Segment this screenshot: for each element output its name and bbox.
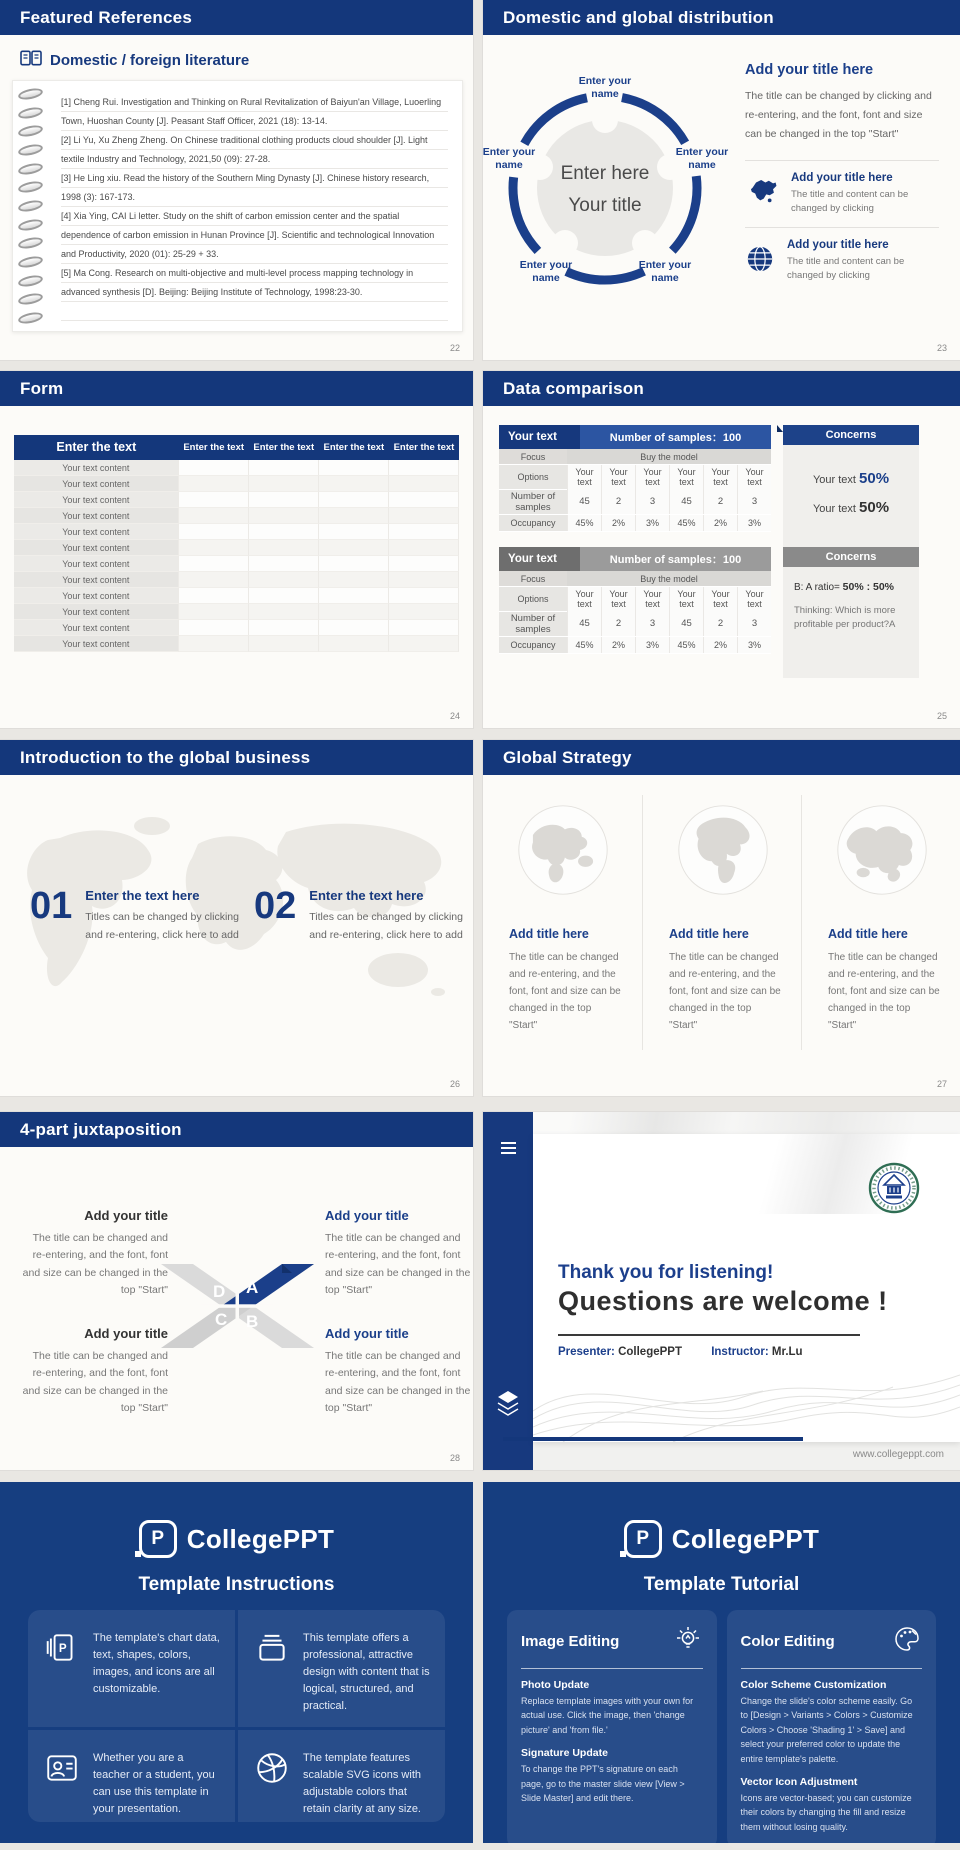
table-cell xyxy=(249,540,319,556)
reference-entry: [4] Xia Ying, CAI Li letter. Study on the shift of carbon emission center and the spatial dependence of carbon emission in Hunan Province [J]. Scientific and technological Innovation and Productivity, 2020 (01): 25-29 + 33. xyxy=(61,211,435,259)
table-cell: Your text content xyxy=(14,524,179,540)
table-cell xyxy=(389,572,459,588)
table-cell xyxy=(249,476,319,492)
ribbon-x-graphic xyxy=(155,1260,320,1352)
table-cell: 45% xyxy=(567,515,601,531)
row-label: Number of samples xyxy=(499,490,567,514)
brand-logo xyxy=(0,1482,473,1558)
item-body: The title and content can be changed by clicking xyxy=(787,256,905,282)
page-number: 27 xyxy=(936,1079,947,1089)
tutorial-card xyxy=(507,1610,717,1848)
table-cell: 2% xyxy=(703,515,737,531)
slide-global-strategy[interactable] xyxy=(483,740,960,1096)
brand-p-icon: P xyxy=(624,1520,662,1558)
table-cell xyxy=(179,540,249,556)
instruction-card xyxy=(28,1610,235,1727)
slide-title: 4-part juxtaposition xyxy=(20,1119,182,1139)
table-cell xyxy=(179,508,249,524)
table-cell: Your text content xyxy=(14,492,179,508)
table-cell: 45% xyxy=(669,515,703,531)
table-cell xyxy=(389,524,459,540)
slide-title-bar xyxy=(483,371,960,406)
concern-percent: 50% xyxy=(859,498,890,516)
content-card xyxy=(533,1134,960,1442)
row-value: Buy the model xyxy=(567,449,771,464)
slide-title-bar xyxy=(0,1112,473,1147)
item-number: 01 xyxy=(30,885,73,927)
slide-title: Domestic and global distribution xyxy=(503,7,774,27)
page-number: 28 xyxy=(449,1453,460,1463)
table-cell: 45% xyxy=(567,637,601,653)
table-cell xyxy=(179,620,249,636)
concerns-tab: Concerns xyxy=(783,425,919,445)
table-cell xyxy=(319,524,389,540)
page-number: 22 xyxy=(449,343,460,353)
table-cell xyxy=(319,636,389,652)
card-text: This template offers a professional, attractive design with content that is logical, structured, and practical. xyxy=(303,1632,430,1713)
concerns-panel xyxy=(783,425,919,550)
table-cell xyxy=(319,508,389,524)
letter-label: D xyxy=(213,1282,226,1301)
concerns-body xyxy=(783,445,919,550)
concerns-panel xyxy=(783,547,919,678)
table-cell xyxy=(319,588,389,604)
column-body: The title can be changed and re-entering, and the font, font and size can be changed in the top "Start" xyxy=(509,952,621,1031)
slide-data-comparison[interactable] xyxy=(483,371,960,728)
book-icon xyxy=(20,50,42,70)
tutorial-item-body: Replace template images with your own for actual use. Click the image, then 'change picture' and 'from file.' xyxy=(521,1696,694,1735)
tutorial-item-title: Signature Update xyxy=(521,1747,608,1760)
table-header-row xyxy=(14,435,459,460)
table-body xyxy=(14,460,459,652)
china-map-icon xyxy=(745,176,779,211)
table-cell xyxy=(389,588,459,604)
panel-title: Template Instructions xyxy=(138,1574,335,1595)
item-number: 02 xyxy=(254,885,297,927)
instruction-card xyxy=(238,1730,445,1822)
block-title: Add your title xyxy=(84,1326,168,1341)
slide-title-bar xyxy=(483,0,960,35)
table-cell xyxy=(319,476,389,492)
slide-featured-references[interactable] xyxy=(0,0,473,360)
table-cell xyxy=(319,556,389,572)
slide-title-bar xyxy=(0,740,473,775)
table-cell: 2 xyxy=(703,490,737,514)
column-title: Add title here xyxy=(669,927,749,941)
form-table xyxy=(14,435,459,652)
table-cell: Your text content xyxy=(14,476,179,492)
letter-label: C xyxy=(215,1310,228,1329)
reference-entry: [3] He Ling xiu. Read the history of the Southern Ming Dynasty [J]. Chinese history research, 1998 (3): 167-173. xyxy=(61,173,430,202)
comparison-table-gray xyxy=(499,547,771,654)
strategy-column xyxy=(801,795,960,1050)
table-header-cell: Enter the text xyxy=(183,442,245,453)
table-cell: Your text content xyxy=(14,604,179,620)
diagram-node-label: Enter your name xyxy=(638,258,692,284)
table-cell: Your text content xyxy=(14,620,179,636)
right-column xyxy=(745,62,939,295)
diagram-node-label: Enter your name xyxy=(578,74,632,100)
row-label: Number of samples xyxy=(499,612,567,636)
table-cell: 45 xyxy=(567,612,601,636)
thanks-title: Thank you for listening! xyxy=(558,1262,774,1283)
diagram-center-text xyxy=(537,158,673,223)
table-cell: 3% xyxy=(737,515,771,531)
lightbulb-icon xyxy=(673,1624,703,1659)
card-title: Color Editing xyxy=(740,1633,835,1650)
block-title: Add your title xyxy=(325,1326,409,1341)
item-title: Enter the text here xyxy=(309,888,424,903)
tutorial-item-body: To change the PPT's signature on each page, go to the master slide view [View > Slide Master] and edit there. xyxy=(521,1764,685,1803)
page-number: 25 xyxy=(936,711,947,721)
row-label: Occupancy xyxy=(499,515,567,531)
table-cell xyxy=(389,492,459,508)
table-cell xyxy=(319,540,389,556)
accent-underline xyxy=(503,1437,803,1441)
table-row xyxy=(14,524,459,540)
reference-list xyxy=(61,93,448,325)
globe-graphic-icon xyxy=(516,803,610,897)
section-heading xyxy=(20,50,249,70)
table-cell xyxy=(249,636,319,652)
table-cell: Your text content xyxy=(14,556,179,572)
card-text: The template's chart data, text, shapes, colors, images, and icons are all customizable. xyxy=(93,1632,220,1696)
teacher-icon xyxy=(44,1750,80,1818)
table-subtitle: Number of samples：100 xyxy=(580,547,771,571)
list-item xyxy=(745,228,939,295)
column-body: The title can be changed and re-entering, and the font, font and size can be changed in the top "Start" xyxy=(828,952,940,1031)
presenter-value: CollegePPT xyxy=(614,1346,682,1358)
card-text: The template features scalable SVG icons with adjustable colors that retain clarity at any size. xyxy=(303,1752,421,1816)
table-cell: 2% xyxy=(601,637,635,653)
reference-entry: [2] Li Yu, Xu Zheng Zheng. On Chinese traditional clothing products cloud shoulder [J]. Light textile Industry and Technology, 2021,50 (09): 27-28. xyxy=(61,135,428,164)
table-cell xyxy=(179,604,249,620)
dribbble-icon xyxy=(254,1750,290,1818)
column-body: The title can be changed by clicking and re-entering, and the font, font and size can be changed in the top "Start" xyxy=(745,90,932,140)
table-cell: Your text xyxy=(635,465,669,490)
block-title: Add your title xyxy=(84,1208,168,1223)
divider-rule xyxy=(558,1334,860,1336)
table-cell: Your text xyxy=(737,465,771,490)
table-cell xyxy=(249,524,319,540)
table-cell xyxy=(179,636,249,652)
comparison-table-blue xyxy=(499,425,771,532)
row-label: Options xyxy=(499,465,567,489)
tutorial-item-body: Change the slide's color scheme easily. Go to [Design > Variants > Colors > Customize Colors > Choose 'Shading 1' > Save] and select your preferred color to update the entire template's palette. xyxy=(740,1696,913,1764)
table-header-cell: Enter the text xyxy=(56,440,137,454)
layers-icon xyxy=(496,1390,520,1423)
reference-entry: [1] Cheng Rui. Investigation and Thinking on Rural Revitalization of Baiyun'an Village, Luoerling Town, Huoshan County [J]. Peasant Staff Officer, 2021 (18): 13-14. xyxy=(61,97,442,126)
item-title: Add your title here xyxy=(787,239,889,252)
table-cell xyxy=(319,620,389,636)
slide-title: Featured References xyxy=(20,7,192,27)
table-cell: 3 xyxy=(635,612,669,636)
table-row xyxy=(14,508,459,524)
instructor-label: Instructor: xyxy=(711,1346,769,1358)
text-block xyxy=(20,1208,168,1299)
table-cell: Your text xyxy=(703,465,737,490)
block-body: The title can be changed and re-entering, and the font, font and size can be changed in the top "Start" xyxy=(22,1232,168,1296)
slide-title: Global Strategy xyxy=(503,747,632,767)
slide-title-bar xyxy=(0,0,473,35)
concern-text: Your text xyxy=(812,502,860,515)
page-number: 24 xyxy=(449,711,460,721)
table-cell: 3 xyxy=(635,490,669,514)
row-label: Options xyxy=(499,587,567,611)
table-cell: 3% xyxy=(635,515,669,531)
concern-text: Your text xyxy=(812,474,860,486)
table-cell: Your text content xyxy=(14,588,179,604)
table-row xyxy=(14,540,459,556)
item-body: Titles can be changed by clicking and re-entering, click here to add xyxy=(309,911,463,941)
tutorial-item-title: Photo Update xyxy=(521,1679,590,1691)
table-cell: 3% xyxy=(635,637,669,653)
text-block xyxy=(325,1208,473,1299)
pages-icon xyxy=(44,1630,80,1715)
table-row xyxy=(14,588,459,604)
slide-distribution[interactable] xyxy=(483,0,960,360)
table-row xyxy=(14,476,459,492)
text-block xyxy=(20,1326,168,1417)
concern-percent: 50% xyxy=(859,470,890,487)
column-title: Add title here xyxy=(509,927,589,941)
tutorial-item-title: Vector Icon Adjustment xyxy=(740,1775,858,1788)
tutorial-item-title: Color Scheme Customization xyxy=(740,1679,887,1691)
table-cell: 3% xyxy=(737,637,771,653)
table-subtitle: Number of samples：100 xyxy=(580,425,771,449)
table-cell xyxy=(389,556,459,572)
table-cell: 3 xyxy=(737,612,771,636)
strategy-column xyxy=(483,795,642,1050)
table-cell: Your text content xyxy=(14,636,179,652)
table-cell: Your text xyxy=(669,587,703,612)
table-cell xyxy=(249,556,319,572)
concerns-tab: Concerns xyxy=(783,547,919,567)
table-cell xyxy=(319,460,389,476)
brand-name: CollegePPT xyxy=(671,1523,820,1554)
table-cell: Your text xyxy=(567,465,601,490)
table-header-cell: Enter the text xyxy=(393,442,455,453)
slide-title: Data comparison xyxy=(503,378,644,398)
slide-thank-you[interactable] xyxy=(483,1112,960,1470)
card-text: Whether you are a teacher or a student, you can use this template in your presentation. xyxy=(93,1752,215,1816)
table-row xyxy=(14,620,459,636)
table-cell: 3 xyxy=(737,490,771,514)
reference-paper xyxy=(12,80,463,332)
center-line1: Enter here xyxy=(560,163,650,184)
table-cell: 45% xyxy=(669,637,703,653)
archive-icon xyxy=(254,1630,290,1715)
brand-logo xyxy=(483,1482,960,1558)
table-cell xyxy=(179,588,249,604)
table-cell: Your text xyxy=(601,465,635,490)
table-cell xyxy=(249,588,319,604)
row-value: Buy the model xyxy=(567,571,771,586)
table-header-cell: Enter the text xyxy=(323,442,385,453)
instruction-card xyxy=(28,1730,235,1822)
tutorial-cards xyxy=(507,1610,936,1848)
table-cell xyxy=(319,492,389,508)
ratio-label: B: A ratio= xyxy=(794,582,843,593)
table-cell xyxy=(319,572,389,588)
row-label: Focus xyxy=(499,449,567,464)
section-title: Domestic / foreign literature xyxy=(50,51,250,69)
circle-diagram xyxy=(482,66,729,306)
page-number: 23 xyxy=(936,343,947,353)
website-link[interactable]: www.collegeppt.com xyxy=(852,1449,944,1460)
table-cell xyxy=(389,460,459,476)
table-cell: Your text content xyxy=(14,508,179,524)
letter-label: B xyxy=(246,1312,259,1331)
slide-title: Introduction to the global business xyxy=(20,747,311,767)
column-title: Add title here xyxy=(828,927,908,941)
table-cell: Your text xyxy=(669,465,703,490)
table-cell: Your text xyxy=(635,587,669,612)
table-cell xyxy=(389,508,459,524)
wireframe-graphic xyxy=(533,1347,960,1442)
palette-icon xyxy=(892,1624,922,1659)
table-cell: 2% xyxy=(601,515,635,531)
text-block xyxy=(325,1326,473,1417)
table-cell xyxy=(389,540,459,556)
table-cell: Your text content xyxy=(14,540,179,556)
panel-template-tutorial xyxy=(483,1482,960,1843)
table-cell xyxy=(179,556,249,572)
table-cell: 45 xyxy=(669,490,703,514)
table-cell: 45 xyxy=(669,612,703,636)
block-body: The title can be changed and re-entering, and the font, font and size can be changed in the top "Start" xyxy=(325,1350,471,1414)
card-title: Image Editing xyxy=(521,1633,620,1650)
tutorial-item-body: Icons are vector-based; you can customize their colors by changing the fill and resize them without losing quality. xyxy=(740,1792,912,1832)
block-body: The title can be changed and re-entering, and the font, font and size can be changed in the top "Start" xyxy=(22,1350,168,1414)
table-cell xyxy=(249,492,319,508)
table-cell: 2 xyxy=(703,612,737,636)
concerns-body xyxy=(783,567,919,678)
globe-graphic-icon xyxy=(835,803,929,897)
table-cell: 45 xyxy=(567,490,601,514)
table-cell xyxy=(249,508,319,524)
block-title: Add your title xyxy=(325,1208,409,1223)
item-body: Titles can be changed by clicking and re-entering, click here to add xyxy=(85,911,239,941)
center-line2: Your title xyxy=(568,195,642,217)
table-row xyxy=(14,604,459,620)
instructor-value: Mr.Lu xyxy=(768,1346,803,1358)
item-body: The title and content can be changed by clicking xyxy=(791,188,909,214)
instruction-cards xyxy=(28,1610,445,1822)
table-row xyxy=(14,556,459,572)
table-title: Your text xyxy=(499,547,580,571)
block-body: The title can be changed and re-entering, and the font, font and size can be changed in the top "Start" xyxy=(325,1232,471,1296)
diagram-node-label: Enter your name xyxy=(675,145,729,171)
row-label: Occupancy xyxy=(499,637,567,653)
table-row xyxy=(14,636,459,652)
table-title: Your text xyxy=(499,425,580,449)
table-cell xyxy=(389,636,459,652)
slide-intro-global-business[interactable] xyxy=(0,740,473,1096)
table-cell xyxy=(389,476,459,492)
svg-text:P: P xyxy=(58,1642,67,1656)
letter-label: A xyxy=(246,1278,259,1297)
ribbon-x-icon xyxy=(155,1260,320,1352)
column-title: Add your title here xyxy=(745,62,874,78)
instruction-card xyxy=(238,1610,445,1727)
table-cell: Your text xyxy=(567,587,601,612)
table-cell xyxy=(179,492,249,508)
slide-title: Form xyxy=(20,378,64,398)
presenter-label: Presenter: xyxy=(558,1346,615,1358)
globe-graphic-icon xyxy=(676,803,770,897)
thinking-text: Thinking: Which is more profitable per product?A xyxy=(794,604,896,630)
table-cell xyxy=(389,620,459,636)
strategy-column xyxy=(642,795,802,1050)
table-cell: Your text xyxy=(601,587,635,612)
table-cell xyxy=(179,476,249,492)
diagram-node-label: Enter your name xyxy=(519,258,573,284)
reference-entry: [5] Ma Cong. Research on multi-objective and multi-level process mapping technology in advanced synthesis [D]. Beijing: Beijing Institute of Technology, 1998:23-30. xyxy=(61,268,414,297)
diagram-node-label: Enter your name xyxy=(482,145,536,171)
tutorial-card xyxy=(727,1610,937,1848)
table-cell xyxy=(249,460,319,476)
panel-title: Template Tutorial xyxy=(643,1574,800,1595)
column-body: The title can be changed and re-entering, and the font, font and size can be changed in the top "Start" xyxy=(669,952,781,1031)
table-cell: Your text content xyxy=(14,460,179,476)
slide-form[interactable] xyxy=(0,371,473,728)
table-cell: Your text content xyxy=(14,572,179,588)
table-cell xyxy=(249,604,319,620)
slide-title-bar xyxy=(0,371,473,406)
panel-template-instructions xyxy=(0,1482,473,1843)
table-cell xyxy=(249,620,319,636)
table-cell: 2% xyxy=(703,637,737,653)
table-cell xyxy=(249,572,319,588)
table-cell: 2 xyxy=(601,490,635,514)
table-header-cell: Enter the text xyxy=(253,442,315,453)
table-row xyxy=(14,492,459,508)
brand-name: CollegePPT xyxy=(186,1523,335,1554)
table-cell: 2 xyxy=(601,612,635,636)
numbered-item xyxy=(30,885,247,945)
globe-icon xyxy=(745,244,775,279)
row-label: Focus xyxy=(499,571,567,586)
item-title: Add your title here xyxy=(791,171,893,184)
presenter-row xyxy=(558,1346,803,1358)
brand-p-icon: P xyxy=(139,1520,177,1558)
ratio-value: 50% : 50% xyxy=(842,581,895,593)
table-row xyxy=(14,460,459,476)
table-cell xyxy=(389,604,459,620)
list-item xyxy=(745,161,939,229)
world-map-background-icon xyxy=(0,810,473,1090)
table-cell xyxy=(319,604,389,620)
slide-4-part-juxtaposition[interactable] xyxy=(0,1112,473,1470)
menu-icon xyxy=(501,1142,516,1157)
page-number: 26 xyxy=(449,1079,460,1089)
thanks-subtitle: Questions are welcome ! xyxy=(558,1286,888,1316)
table-cell: Your text xyxy=(737,587,771,612)
table-cell: Your text xyxy=(703,587,737,612)
slide-title-bar xyxy=(483,740,960,775)
item-title: Enter the text here xyxy=(85,888,200,903)
numbered-item xyxy=(254,885,471,945)
table-cell xyxy=(179,460,249,476)
table-row xyxy=(14,572,459,588)
sidebar-accent-bar xyxy=(483,1112,533,1470)
university-seal-icon xyxy=(868,1162,920,1219)
spiral-binding-icon xyxy=(18,89,48,323)
table-cell xyxy=(179,572,249,588)
table-cell xyxy=(179,524,249,540)
